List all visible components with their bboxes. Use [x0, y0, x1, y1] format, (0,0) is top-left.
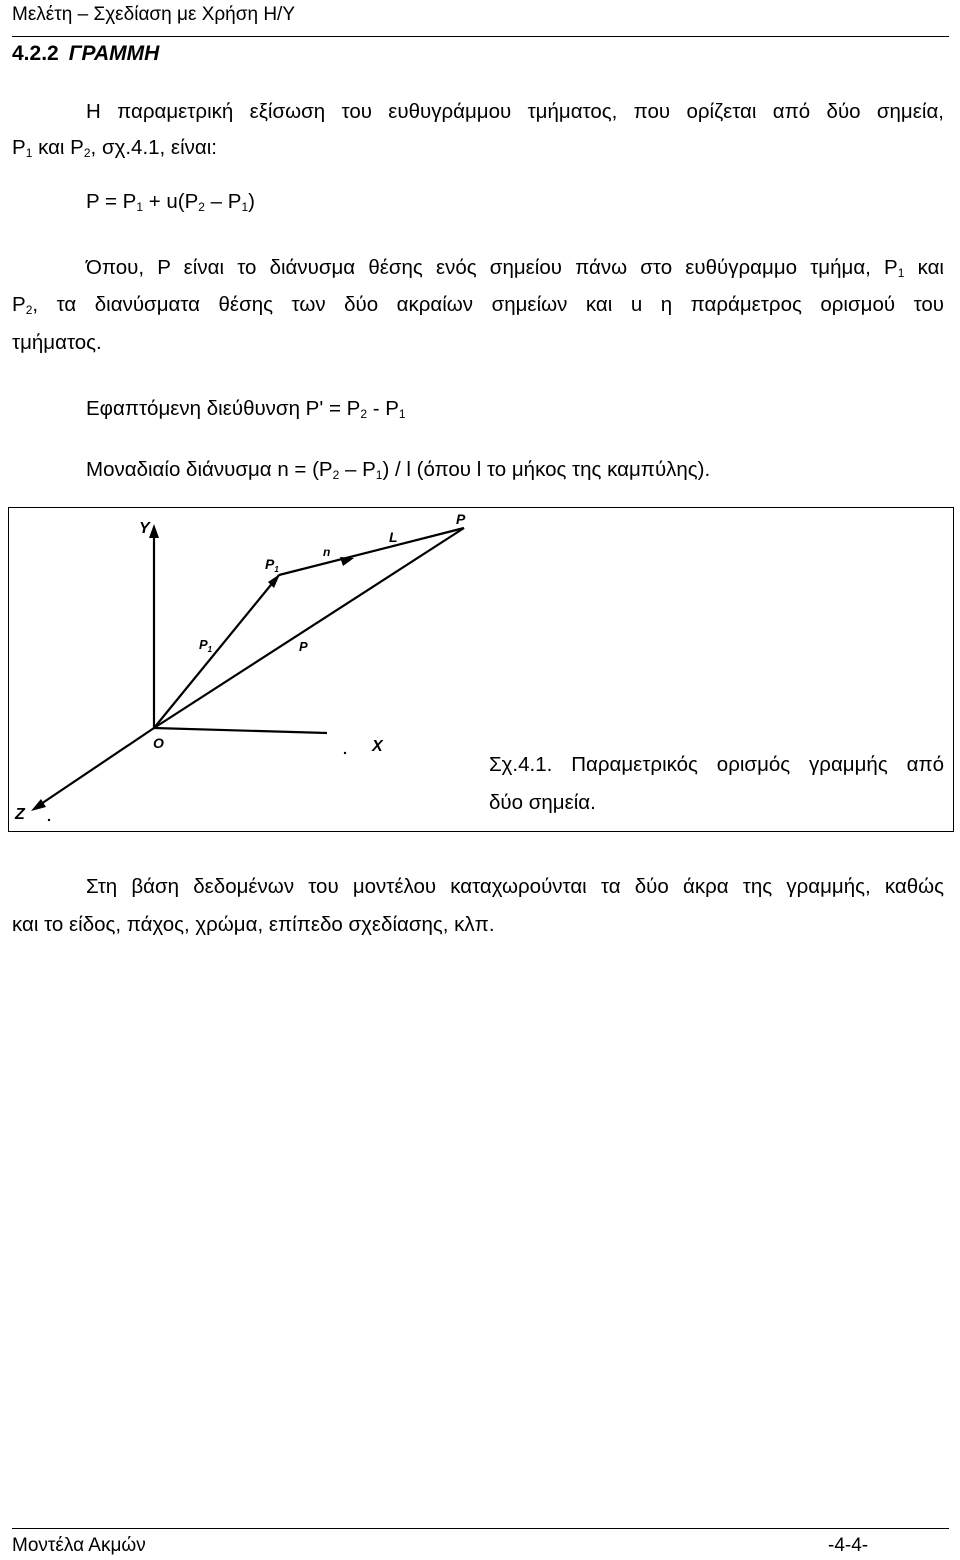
para2-line1: Όπου, P είναι το διάνυσμα θέσης ενός σημείου πάνω στο ευθύγραμμο τμήμα, $P_1$ και [86, 256, 944, 280]
header-rule [12, 36, 949, 37]
line-l [279, 528, 464, 575]
figure-caption [489, 746, 944, 822]
dot-x-axis [344, 752, 346, 754]
para3-line2: και το είδος, πάχος, χρώμα, επίπεδο σχεδίασης, κλπ. [12, 913, 495, 936]
section-number: 4.2.2 [12, 42, 59, 65]
footer-rule [12, 1528, 949, 1529]
y-axis-label: Y [139, 520, 150, 537]
x-axis-label: X [372, 738, 383, 755]
line-definition-diagram [9, 508, 479, 828]
origin-label: O [153, 735, 164, 751]
p1-point-label: $P_1$ [265, 556, 279, 574]
para2-line2: $P_2$, τα διανύσματα θέσης των δύο ακραίων σημείων και u η παράμετρος ορισμού του [12, 293, 944, 317]
para1-line2: $P_1$ και $P_2$, σχ.4.1, είναι: [12, 136, 217, 160]
p2-point-label: P [456, 511, 466, 527]
figure-box [8, 507, 954, 832]
x-axis-line [154, 728, 327, 733]
section-heading [12, 42, 159, 66]
unit-vector: Μοναδιαίο διάνυσμα $n = (P_2 - P_1) / l$ (όπου l το μήκος της καμπύλης). [86, 458, 711, 482]
tangent-direction: Εφαπτόμενη διεύθυνση $P' = P_2 - P_1$ [86, 397, 406, 421]
caption-line2: δύο σημεία. [489, 791, 596, 814]
para2-line3: τμήματος. [12, 331, 102, 354]
parametric-equation: $P = P_1 + u(P_2 - P_1)$ [86, 190, 255, 214]
n-arrow [340, 557, 354, 566]
page-number: -4-4- [828, 1535, 869, 1556]
p1-vector-line [154, 575, 279, 728]
l-label: L [389, 529, 398, 545]
y-axis-arrow [149, 524, 159, 538]
caption-line1: Σχ.4.1. Παραμετρικός ορισμός γραμμής από [489, 753, 944, 776]
z-axis-line [35, 728, 154, 808]
p1-vector-label: $P_1$ [199, 637, 213, 654]
section-title: ΓΡΑΜΜΗ [68, 42, 160, 65]
p-mid-label: P [299, 639, 308, 654]
para1-line1: Η παραμετρική εξίσωση του ευθυγράμμου τμήματος, που ορίζεται από δύο σημεία, [86, 100, 944, 123]
footer-chapter: Μοντέλα Ακμών [12, 1535, 146, 1556]
running-header: Μελέτη – Σχεδίαση με Χρήση Η/Υ [12, 4, 295, 25]
p-vector-line [154, 528, 464, 728]
para3-line1: Στη βάση δεδομένων του μοντέλου καταχωρούνται τα δύο άκρα της γραμμής, καθώς [86, 875, 944, 898]
z-axis-label: Z [15, 806, 25, 823]
dot-z-axis [48, 819, 50, 821]
n-label: n [323, 545, 331, 559]
